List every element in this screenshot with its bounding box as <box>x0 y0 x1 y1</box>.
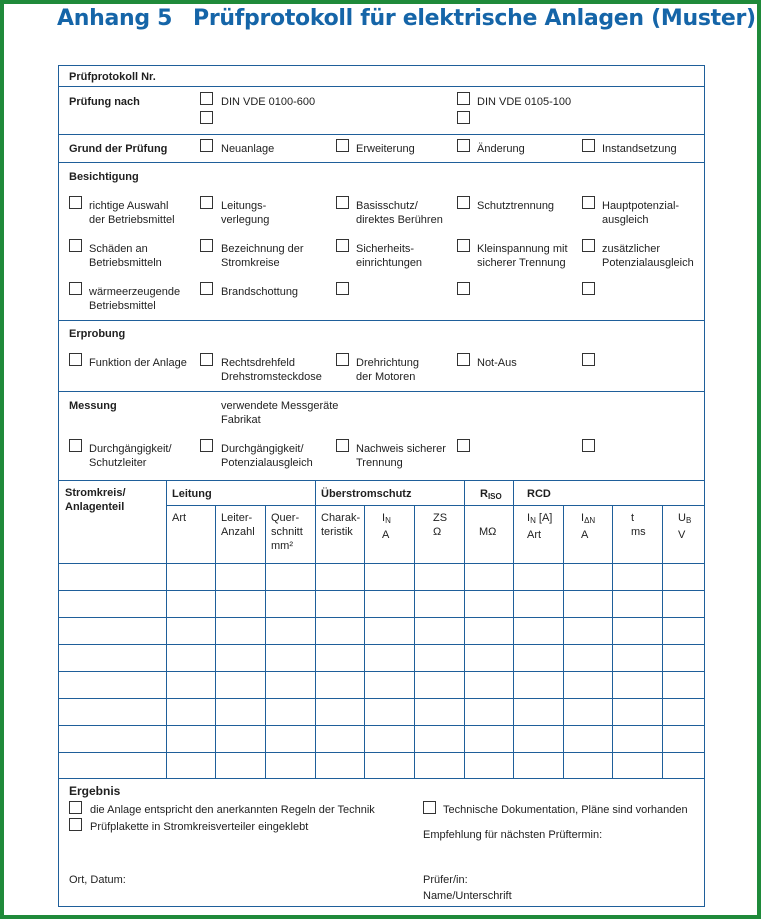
besichtigung-item: Schutztrennung <box>477 200 555 212</box>
header-rcd: RCD <box>527 488 551 500</box>
column-divider <box>265 505 266 778</box>
subheader-rcd-in: $I_N$ [A] Art <box>527 512 553 541</box>
subheader-leiter-anzahl: Leiter- Anzahl <box>221 512 255 538</box>
messung-label: Messung <box>69 400 117 412</box>
pruefung-nach-label: Prüfung nach <box>69 96 140 108</box>
checkbox-messung[interactable] <box>200 439 213 452</box>
subheader-riso-unit: MΩ <box>479 526 497 538</box>
column-divider <box>563 505 564 778</box>
header-leitung: Leitung <box>172 488 212 500</box>
checkbox-besichtigung[interactable] <box>582 282 595 295</box>
messgeraete-label: verwendete Messgeräte Fabrikat <box>221 400 339 426</box>
checkbox-besichtigung[interactable] <box>457 282 470 295</box>
checkbox-erprobung[interactable] <box>69 353 82 366</box>
besichtigung-item: Schäden an Betriebsmitteln <box>89 243 162 269</box>
option-instandsetzung: Instandsetzung <box>602 143 677 155</box>
header-bottom <box>59 563 704 564</box>
checkbox-besichtigung[interactable] <box>200 282 213 295</box>
checkbox-messung[interactable] <box>69 439 82 452</box>
checkbox-messung[interactable] <box>582 439 595 452</box>
checkbox-besichtigung[interactable] <box>336 239 349 252</box>
column-divider <box>513 480 514 778</box>
besichtigung-item: wärmeerzeugende Betriebsmittel <box>89 286 181 312</box>
pruefer-label: Prüfer/in: Name/Unterschrift <box>423 874 512 902</box>
checkbox-regeln-technik[interactable] <box>69 801 82 814</box>
checkbox-erprobung[interactable] <box>200 353 213 366</box>
subheader-idn: $I_{\Delta N}$ A <box>581 512 596 541</box>
option-erweiterung: Erweiterung <box>356 143 415 155</box>
table-row-divider <box>59 725 704 726</box>
besichtigung-item: zusätzlicher Potenzialausgleich <box>602 243 694 269</box>
checkbox-erprobung[interactable] <box>336 353 349 366</box>
checkbox-besichtigung[interactable] <box>457 196 470 209</box>
header-stromkreis: Stromkreis/ Anlagenteil <box>65 487 126 513</box>
besichtigung-item: richtige Auswahl der Betriebsmittel <box>89 200 175 226</box>
checkbox-din-0105[interactable] <box>457 92 470 105</box>
header-riso: $R_{ISO}$ <box>480 488 502 501</box>
column-divider <box>215 505 216 778</box>
checkbox-pruefplakette[interactable] <box>69 818 82 831</box>
table-row-divider <box>59 698 704 699</box>
subheader-zs: ZS Ω <box>433 512 448 538</box>
ergebnis-regeln-technik: die Anlage entspricht den anerkannten Regeln der Technik <box>90 804 375 816</box>
ergebnis-dokumentation: Technische Dokumentation, Pläne sind vorhanden <box>443 804 688 816</box>
subheader-querschnitt: Quer- schnitt mm² <box>271 512 303 552</box>
checkbox-neuanlage[interactable] <box>200 139 213 152</box>
checkbox-besichtigung[interactable] <box>457 239 470 252</box>
table-row-divider <box>59 671 704 672</box>
checkbox-besichtigung[interactable] <box>582 196 595 209</box>
besichtigung-item: Sicherheits- einrichtungen <box>356 243 423 269</box>
table-bottom <box>59 778 704 779</box>
erprobung-label: Erprobung <box>69 328 126 340</box>
column-divider <box>166 480 167 778</box>
besichtigung-item: Basisschutz/ direktes Berühren <box>356 200 443 226</box>
besichtigung-item: Bezeichnung der Stromkreise <box>221 243 304 269</box>
option-neuanlage: Neuanlage <box>221 143 275 155</box>
checkbox-din-0100[interactable] <box>200 92 213 105</box>
option-din-0100: DIN VDE 0100-600 <box>221 96 316 108</box>
checkbox-dokumentation[interactable] <box>423 801 436 814</box>
besichtigung-item: Kleinspannung mit sicherer Trennung <box>477 243 568 269</box>
divider <box>59 134 704 135</box>
grund-label: Grund der Prüfung <box>69 143 168 155</box>
column-divider <box>414 505 415 778</box>
erprobung-item: Not-Aus <box>477 357 517 369</box>
protocol-number-label: Prüfprotokoll Nr. <box>69 71 156 83</box>
besichtigung-item: Brandschottung <box>221 286 299 298</box>
checkbox-erprobung[interactable] <box>457 353 470 366</box>
subheader-t: t ms <box>631 512 646 538</box>
ergebnis-label: Ergebnis <box>69 784 121 798</box>
divider <box>59 162 704 163</box>
page-title <box>57 6 756 31</box>
checkbox-besichtigung[interactable] <box>200 239 213 252</box>
ergebnis-pruefplakette: Prüfplakette in Stromkreisverteiler eingeklebt <box>90 821 309 833</box>
table-row-divider <box>59 644 704 645</box>
checkbox-messung[interactable] <box>457 439 470 452</box>
besichtigung-label: Besichtigung <box>69 171 139 183</box>
messung-item: Durchgängigkeit/ Potenzialausgleich <box>221 443 313 469</box>
subheader-charakteristik: Charak- teristik <box>321 512 361 538</box>
erprobung-item: Rechtsdrehfeld Drehstromsteckdose <box>221 357 322 383</box>
table-row-divider <box>59 752 704 753</box>
erprobung-item: Funktion der Anlage <box>89 357 187 369</box>
checkbox-besichtigung[interactable] <box>336 196 349 209</box>
appendix-number: Anhang 5 <box>57 6 173 31</box>
subheader-art: Art <box>172 512 187 524</box>
divider <box>59 480 704 481</box>
messung-item: Nachweis sicherer Trennung <box>356 443 446 469</box>
checkbox-besichtigung[interactable] <box>69 239 82 252</box>
divider <box>59 391 704 392</box>
checkbox-besichtigung[interactable] <box>200 196 213 209</box>
besichtigung-item: Hauptpotenzial- ausgleich <box>602 200 680 226</box>
checkbox-erweiterung[interactable] <box>336 139 349 152</box>
checkbox-besichtigung[interactable] <box>582 239 595 252</box>
erprobung-item: Drehrichtung der Motoren <box>356 357 419 383</box>
subheader-in: $I_N$ A <box>382 512 391 541</box>
title-text: Prüfprotokoll für elektrische Anlagen (Muster) <box>193 6 756 31</box>
table-row-divider <box>59 617 704 618</box>
column-divider <box>662 505 663 778</box>
checkbox-besichtigung[interactable] <box>69 196 82 209</box>
empfehlung-label: Empfehlung für nächsten Prüftermin: <box>423 829 603 841</box>
checkbox-erprobung[interactable] <box>582 353 595 366</box>
divider <box>59 320 704 321</box>
header-divider <box>166 505 704 506</box>
column-divider <box>364 505 365 778</box>
option-aenderung: Änderung <box>477 143 525 155</box>
checkbox-besichtigung[interactable] <box>69 282 82 295</box>
column-divider <box>464 480 465 778</box>
column-divider <box>315 480 316 778</box>
header-ueberstromschutz: Überstromschutz <box>321 488 412 500</box>
checkbox-pruefung-extra[interactable] <box>200 111 213 124</box>
table-row-divider <box>59 590 704 591</box>
checkbox-messung[interactable] <box>336 439 349 452</box>
subheader-ub: $U_B$ V <box>678 512 692 541</box>
divider <box>59 86 704 87</box>
checkbox-aenderung[interactable] <box>457 139 470 152</box>
column-divider <box>612 505 613 778</box>
ort-datum-label: Ort, Datum: <box>69 874 126 886</box>
checkbox-pruefung-extra-2[interactable] <box>457 111 470 124</box>
checkbox-besichtigung[interactable] <box>336 282 349 295</box>
besichtigung-item: Leitungs- verlegung <box>221 200 270 226</box>
checkbox-instandsetzung[interactable] <box>582 139 595 152</box>
protocol-form <box>58 65 705 907</box>
option-din-0105: DIN VDE 0105-100 <box>477 96 572 108</box>
messung-item: Durchgängigkeit/ Schutzleiter <box>89 443 172 469</box>
